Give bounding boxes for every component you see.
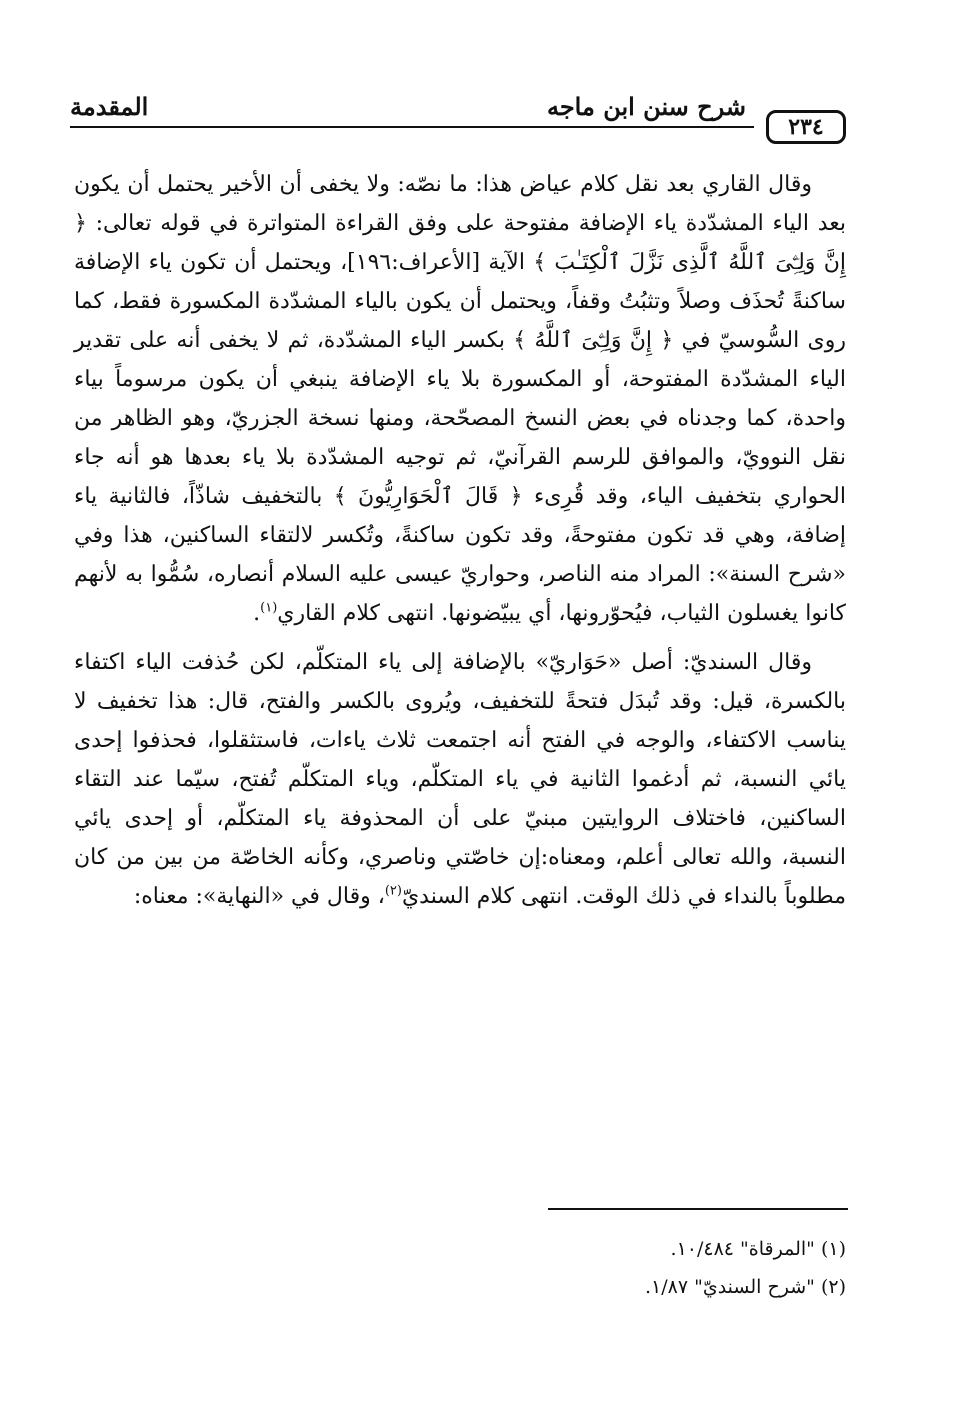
footnote bbox=[74, 1230, 846, 1268]
body-text bbox=[74, 165, 846, 926]
page-header bbox=[70, 88, 846, 158]
paragraph-text: وقال القاري بعد نقل كلام عياض هذا: ما نصّه: ولا يخفى أن الأخير يحتمل أن يكون بعد الياء المشدّدة ياء الإضافة مفتوحة على وفق القراءة المتواترة في قوله تعالى: ﴿ إِنَّ وَلِـِّۧىَ ٱللَّهُ ٱلَّذِى نَزَّلَ ٱلْكِتَـٰبَ ﴾ الآية [الأعراف:١٩٦]، ويحتمل أن تكون ياء الإضافة ساكنةً تُحذَف وصلاً وتثبُتُ وقفاً، ويحتمل أن يكون بالياء المشدّدة المكسورة فقط، كما روى السُّوسيّ في ﴿ إِنَّ وَلِـِّۧىَ ٱللَّهُ ﴾ بكسر الياء المشدّدة، ثم لا يخفى أنه على تقدير الياء المشدّدة المفتوحة، أو المكسورة بلا ياء الإضافة ينبغي أن يكون مرسوماً بياء واحدة، كما وجدناه في بعض النسخ المصحّحة، ومنها نسخة الجزريّ، وهو الظاهر من نقل النوويّ، والموافق للرسم القرآنيّ، ثم توجيه المشدّدة بلا ياء بعدها هو أنه جاء الحواري بتخفيف الياء، وقد قُرِىء ﴿ قَالَ ٱلْحَوَارِيُّونَ ﴾ بالتخفيف شاذّاً، فالثانية ياء إضافة، وهي قد تكون مفتوحةً، وقد تكون ساكنةً، وتُكسر لالتقاء الساكنين، هذا وفي «شرح السنة»: المراد منه الناصر، وحواريّ عيسى عليه السلام أنصاره، سُمُّوا به لأنهم كانوا يغسلون الثياب، فيُحوّرونها، أي يبيّضونها. انتهى كلام القاري bbox=[74, 172, 846, 626]
footnote-number: (٢) bbox=[820, 1276, 846, 1298]
paragraph bbox=[74, 165, 846, 633]
header-rule bbox=[70, 126, 754, 128]
section-title: المقدمة bbox=[70, 92, 149, 121]
paragraph-end: . bbox=[253, 601, 261, 626]
paragraph bbox=[74, 643, 846, 916]
footnote-text: "المرقاة" ١٠/٤٨٤. bbox=[670, 1238, 815, 1260]
footnote-rule bbox=[548, 1208, 848, 1210]
footnote-text: "شرح السنديّ" ١/٨٧. bbox=[644, 1276, 815, 1298]
page-number: ٢٣٤ bbox=[766, 110, 846, 144]
footnote bbox=[74, 1268, 846, 1306]
footnotes bbox=[74, 1230, 846, 1306]
paragraph-text: وقال السنديّ: أصل «حَوَاريّ» بالإضافة إلى ياء المتكلّم، لكن حُذفت الياء اكتفاء بالكسرة، قيل: وقد تُبدَل فتحةً للتخفيف، ويُروى بالكسر والفتح، قال: هذا تخفيف لا يناسب الاكتفاء، والوجه في الفتح أنه اجتمعت ثلاث ياءات، فاستثقلوا، فحذفوا إحدى يائي النسبة، ثم أدغموا الثانية في ياء المتكلّم، وياء المتكلّم تُفتح، سيّما عند التقاء الساكنين، فاختلاف الروايتين مبنيّ على أن المحذوفة ياء المتكلّم، أو إحدى يائي النسبة، والله تعالى أعلم، ومعناه:إن خاصّتي وناصري، وكأنه الخاصّة من بين من كان مطلوباً بالنداء في ذلك الوقت. انتهى كلام السنديّ bbox=[74, 650, 846, 909]
footnote-marker: (٢) bbox=[384, 883, 402, 899]
footnote-marker: (١) bbox=[260, 600, 278, 616]
paragraph-end: ، وقال في «النهاية»: معناه: bbox=[133, 884, 385, 909]
footnote-number: (١) bbox=[820, 1238, 846, 1260]
running-title: شرح سنن ابن ماجه bbox=[546, 92, 746, 121]
